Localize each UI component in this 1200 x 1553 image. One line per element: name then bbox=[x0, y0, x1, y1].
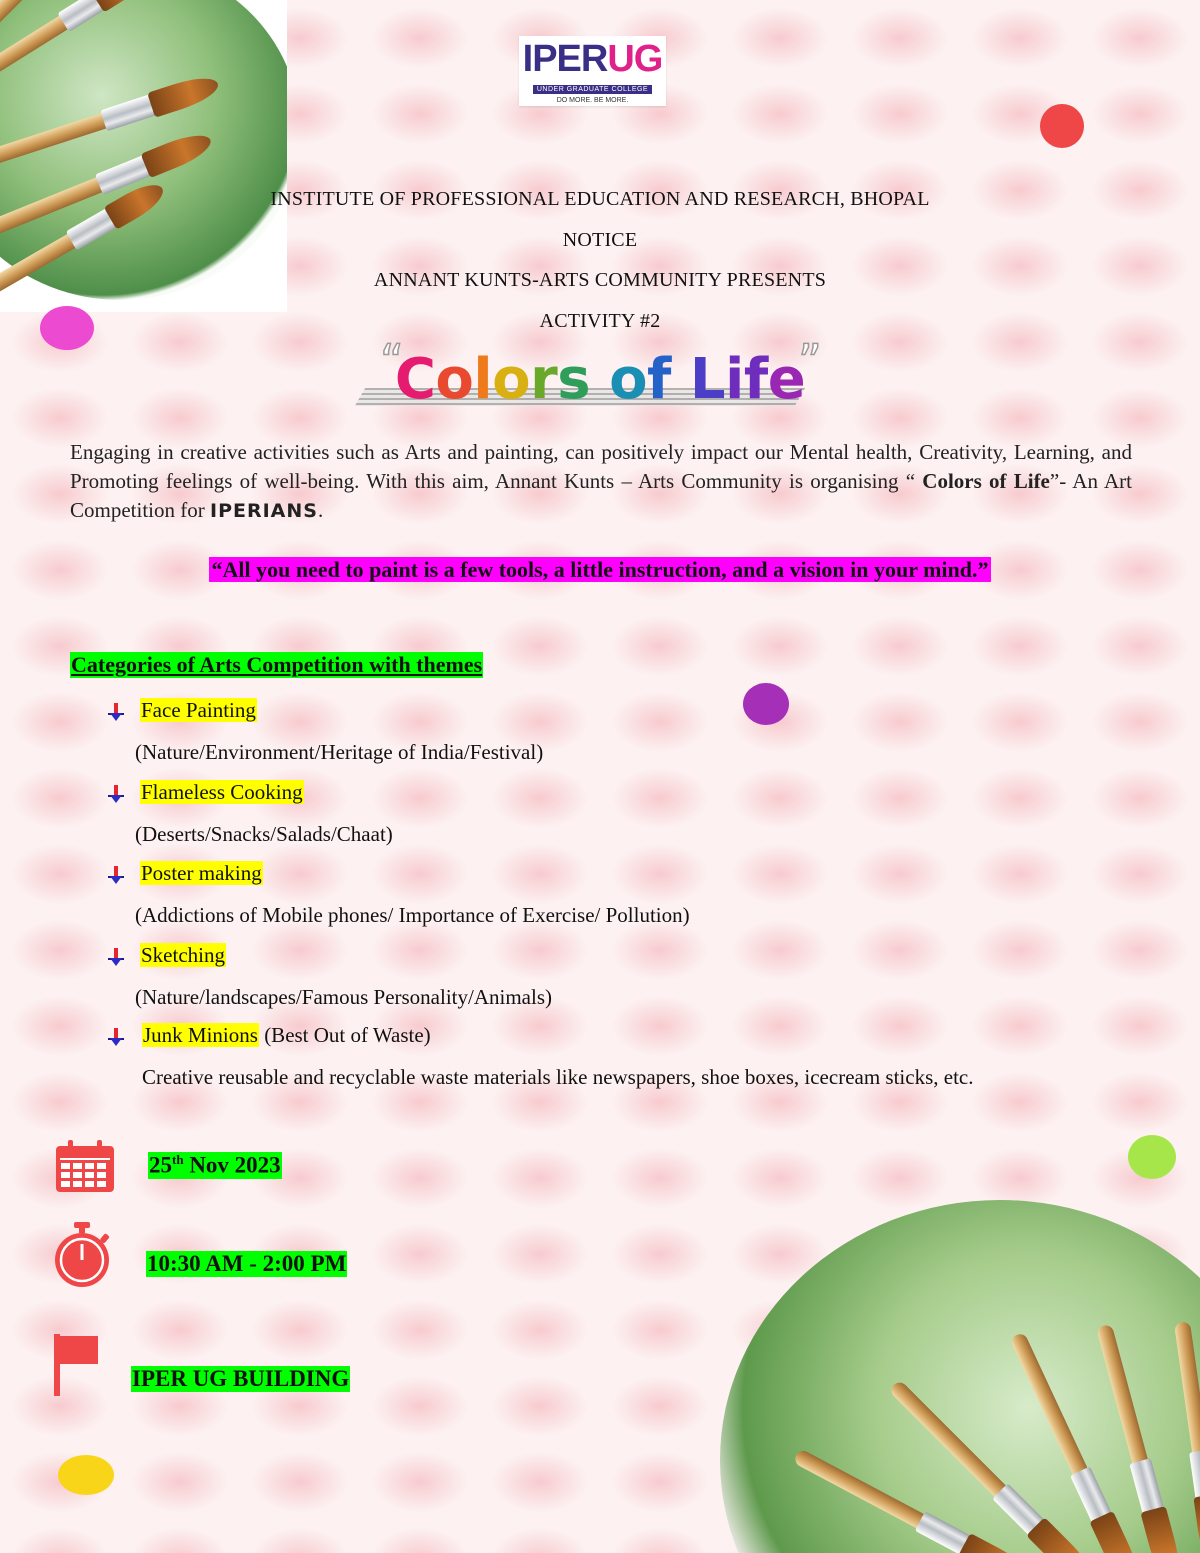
event-time: 10:30 AM - 2:00 PM bbox=[147, 1251, 347, 1276]
category-junk-minions: Junk Minions (Best Out of Waste) bbox=[143, 1023, 431, 1047]
inspirational-quote: “All you need to paint is a few tools, a little instruction, and a vision in your mind.” bbox=[211, 557, 989, 582]
event-date: 25th Nov 2023 bbox=[149, 1152, 281, 1178]
activity-number: ACTIVITY #2 bbox=[539, 310, 661, 332]
paint-dot-red bbox=[1040, 104, 1084, 148]
category-theme: (Addictions of Mobile phones/ Importance of Exercise/ Pollution) bbox=[135, 903, 690, 927]
presents-line: ANNANT KUNTS-ARTS COMMUNITY PRESENTS bbox=[373, 269, 827, 291]
category-face-painting: Face Painting bbox=[141, 698, 256, 722]
institute-name: INSTITUTE OF PROFESSIONAL EDUCATION AND RESEARCH, BHOPAL bbox=[270, 188, 930, 210]
categories-heading: Categories of Arts Competition with themes bbox=[71, 652, 483, 677]
paint-brushes-image-top bbox=[0, 0, 287, 312]
title-letter: r bbox=[530, 347, 558, 412]
category-flameless-cooking: Flameless Cooking bbox=[141, 780, 303, 804]
event-venue: IPER UG BUILDING bbox=[132, 1366, 350, 1391]
iperians-label: IPERIANS bbox=[210, 500, 318, 522]
paint-dot-yellow bbox=[58, 1455, 114, 1495]
paint-dot-purple bbox=[743, 683, 789, 725]
title-letter bbox=[590, 347, 609, 412]
title-letter: o bbox=[435, 347, 474, 412]
arrow-down-icon bbox=[106, 1027, 126, 1047]
category-theme: (Nature/Environment/Heritage of India/Festival) bbox=[135, 740, 544, 764]
category-sketching: Sketching bbox=[141, 943, 225, 967]
title-letter: e bbox=[767, 347, 806, 412]
intro-bold-title: Colors of Life bbox=[922, 469, 1050, 493]
title-open-quote: “ bbox=[380, 334, 404, 388]
colors-of-life-title bbox=[360, 334, 840, 420]
paint-brushes-image-bottom bbox=[700, 1180, 1200, 1553]
title-letter: i bbox=[725, 347, 744, 412]
title-text bbox=[360, 340, 840, 420]
category-theme: (Nature/landscapes/Famous Personality/Animals) bbox=[135, 985, 552, 1009]
category-theme: (Deserts/Snacks/Salads/Chaat) bbox=[135, 822, 393, 846]
category-theme: Creative reusable and recyclable waste materials like newspapers, shoe boxes, icecream sticks, etc. bbox=[142, 1065, 974, 1089]
stopwatch-icon bbox=[48, 1222, 116, 1288]
iper-ug-logo bbox=[519, 36, 666, 106]
arrow-down-icon bbox=[106, 784, 126, 804]
logo-tagline: DO MORE. BE MORE. bbox=[556, 97, 629, 104]
notice-heading: NOTICE bbox=[562, 229, 638, 251]
title-letter bbox=[671, 347, 690, 412]
title-letter: o bbox=[492, 347, 531, 412]
title-close-quote: ” bbox=[798, 334, 822, 388]
title-letter: f bbox=[647, 347, 671, 412]
title-letter: C bbox=[394, 347, 436, 412]
paint-dot-green bbox=[1128, 1135, 1176, 1179]
intro-paragraph: Engaging in creative activities such as Arts and painting, can positively impact our Mental health, Creativity, Learning, and Promoting feelings of well-being. With this aim, Annant Kunts – Arts Community is organising “ Colors of Life”- An Art Competition for IPERIANS. bbox=[70, 440, 1133, 522]
flag-icon bbox=[52, 1334, 100, 1396]
title-letter: L bbox=[689, 347, 726, 412]
title-letter: o bbox=[609, 347, 648, 412]
title-letter: f bbox=[743, 347, 768, 412]
category-poster-making: Poster making bbox=[141, 861, 262, 885]
title-letter: l bbox=[473, 347, 493, 412]
arrow-down-icon bbox=[106, 947, 126, 967]
title-letter: s bbox=[557, 347, 591, 412]
arrow-down-icon bbox=[106, 865, 126, 885]
calendar-icon bbox=[54, 1140, 116, 1194]
logo-subtitle: UNDER GRADUATE COLLEGE bbox=[533, 85, 652, 94]
arrow-down-icon bbox=[106, 702, 126, 722]
logo-wordmark: IPERUG bbox=[522, 38, 663, 80]
